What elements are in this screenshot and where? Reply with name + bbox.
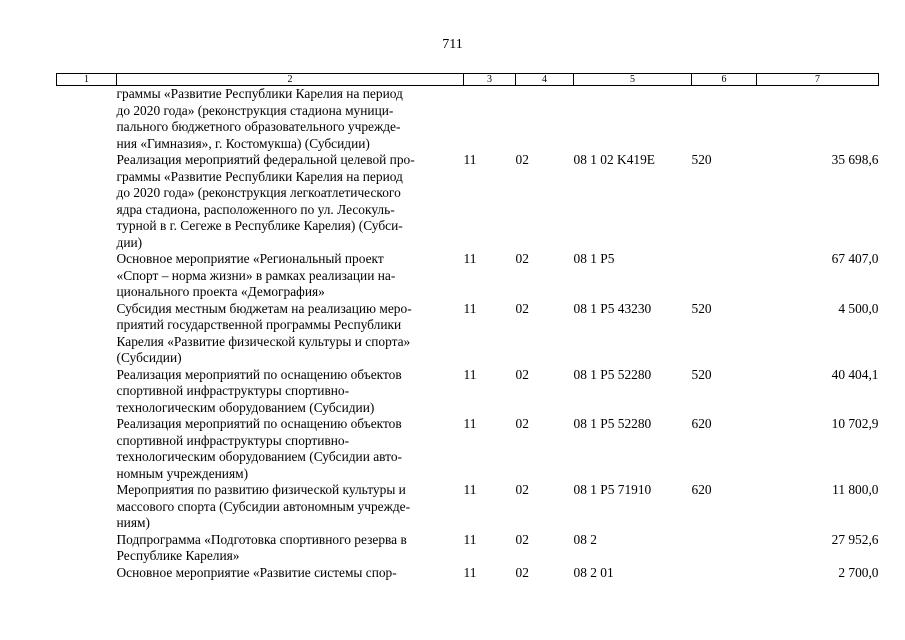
amount-value: 10 702,9 (831, 416, 879, 431)
item-name-line: Реализация мероприятий по оснащению объектов (116, 416, 402, 431)
item-name-line: массового спорта (Субсидии автономным учрежде- (116, 498, 411, 514)
amount-value: 67 407,0 (831, 251, 879, 266)
section-code: 11 (463, 300, 477, 316)
expense-type-code: 620 (691, 416, 712, 431)
target-article-code: 08 1 P5 71910 (573, 482, 652, 497)
page-number: 711 (442, 37, 463, 52)
subsection-code: 02 (515, 251, 529, 266)
item-name-line: граммы «Развитие Республики Карелия на период (116, 168, 403, 184)
item-name (117, 565, 464, 582)
item-name-line: Субсидия местным бюджетам на реализацию меро- (116, 300, 412, 316)
empty-cell (57, 532, 117, 565)
amount-value: 11 800,0 (832, 482, 879, 497)
item-name (117, 301, 464, 367)
column-number: 3 (464, 74, 516, 86)
target-article-code: 08 1 P5 43230 (573, 300, 652, 316)
table-row (57, 152, 879, 251)
column-number: 4 (516, 74, 574, 86)
empty-cell (57, 152, 117, 251)
target-article-code: 08 2 01 (573, 564, 614, 580)
item-name-line: технологическим оборудованием (Субсидии) (116, 399, 375, 415)
section-code: 11 (463, 366, 477, 382)
item-name-line: турной в г. Сегеже в Республике Карелия) (Субси- (116, 218, 403, 233)
item-name-line: номным учреждениям) (116, 465, 249, 481)
column-number: 2 (117, 74, 464, 86)
item-name-line: пального бюджетного образовательного учрежде- (116, 119, 401, 134)
empty-cell (57, 482, 117, 532)
item-name-line: приятий государственной программы Республики (116, 317, 402, 332)
expense-type-code: 620 (691, 482, 712, 497)
item-name (117, 482, 464, 532)
item-name-line: (Субсидии) (116, 350, 182, 365)
empty-cell (57, 416, 117, 482)
table-row (57, 565, 879, 582)
column-number: 7 (757, 74, 879, 86)
expense-type-code: 520 (691, 152, 712, 167)
subsection-code (516, 86, 574, 153)
subsection-code: 02 (515, 152, 529, 167)
empty-cell (57, 301, 117, 367)
empty-cell (57, 565, 117, 582)
column-number: 5 (574, 74, 692, 86)
table-row (57, 532, 879, 565)
amount-value: 27 952,6 (831, 531, 879, 547)
item-name-line: спортивной инфраструктуры спортивно- (116, 383, 350, 398)
item-name-line: до 2020 года» (реконструкция легкоатлетического (116, 185, 401, 200)
item-name-line: Основное мероприятие «Развитие системы спор- (116, 564, 397, 580)
empty-cell (57, 251, 117, 301)
item-name-line: Республике Карелия» (116, 548, 240, 563)
item-name (117, 251, 464, 301)
section-code: 11 (463, 564, 477, 580)
item-name-line: дии) (116, 234, 143, 250)
subsection-code: 02 (515, 366, 529, 382)
amount-value: 35 698,6 (831, 152, 879, 167)
expense-type-code: 520 (691, 300, 712, 316)
subsection-code: 02 (515, 482, 529, 497)
section-code: 11 (463, 416, 477, 431)
table-row (57, 416, 879, 482)
table-row (57, 367, 879, 417)
table-body (57, 86, 879, 582)
expense-type-code (692, 251, 757, 301)
subsection-code: 02 (515, 531, 529, 547)
item-name-line: ниям) (116, 515, 150, 530)
item-name (117, 532, 464, 565)
amount-value (757, 86, 879, 153)
subsection-code: 02 (515, 564, 529, 580)
section-code: 11 (463, 482, 477, 497)
expense-type-code (692, 565, 757, 582)
section-code: 11 (463, 251, 477, 266)
empty-cell (57, 367, 117, 417)
budget-table (56, 73, 879, 581)
column-number: 6 (692, 74, 757, 86)
item-name (117, 86, 464, 153)
target-article-code: 08 1 P5 52280 (573, 366, 652, 382)
item-name (117, 367, 464, 417)
item-name-line: ния «Гимназия», г. Костомукша) (Субсидии) (116, 135, 370, 151)
expense-type-code (692, 86, 757, 153)
item-name-line: Мероприятия по развитию физической культуры и (116, 482, 406, 497)
amount-value: 4 500,0 (838, 300, 879, 316)
subsection-code: 02 (515, 300, 529, 316)
target-article-code: 08 1 02 K419E (573, 152, 655, 167)
table-row (57, 86, 879, 153)
amount-value: 40 404,1 (831, 366, 879, 382)
item-name-line: до 2020 года» (реконструкция стадиона муници- (116, 102, 394, 118)
section-code: 11 (463, 152, 477, 167)
target-article-code: 08 1 P5 (573, 251, 615, 266)
subsection-code: 02 (515, 416, 529, 431)
target-article-code: 08 2 (573, 531, 597, 547)
item-name-line: спортивной инфраструктуры спортивно- (116, 432, 350, 448)
column-number-row (57, 74, 879, 86)
target-article-code: 08 1 P5 52280 (573, 416, 652, 431)
item-name-line: Карелия «Развитие физической культуры и спорта» (116, 333, 411, 349)
item-name-line: ядра стадиона, расположенного по ул. Лесокуль- (116, 201, 395, 217)
item-name-line: Реализация мероприятий по оснащению объектов (116, 366, 402, 382)
section-code: 11 (463, 531, 477, 547)
table-row (57, 482, 879, 532)
item-name-line: ционального проекта «Демография» (116, 284, 325, 299)
item-name-line: Основное мероприятие «Региональный проект (116, 251, 384, 266)
item-name (117, 152, 464, 251)
expense-type-code (692, 532, 757, 565)
empty-cell (57, 86, 117, 153)
table-row (57, 251, 879, 301)
expense-type-code: 520 (691, 366, 712, 382)
section-code (464, 86, 516, 153)
item-name-line: Реализация мероприятий федеральной целевой про- (116, 152, 415, 167)
item-name (117, 416, 464, 482)
item-name-line: технологическим оборудованием (Субсидии авто- (116, 449, 403, 464)
item-name-line: граммы «Развитие Республики Карелия на период (116, 86, 403, 101)
item-name-line: Подпрограмма «Подготовка спортивного резерва в (116, 531, 407, 547)
target-article-code (574, 86, 692, 153)
item-name-line: «Спорт – норма жизни» в рамках реализации на- (116, 267, 396, 283)
table-row (57, 301, 879, 367)
column-number: 1 (57, 74, 117, 86)
amount-value: 2 700,0 (838, 564, 879, 580)
